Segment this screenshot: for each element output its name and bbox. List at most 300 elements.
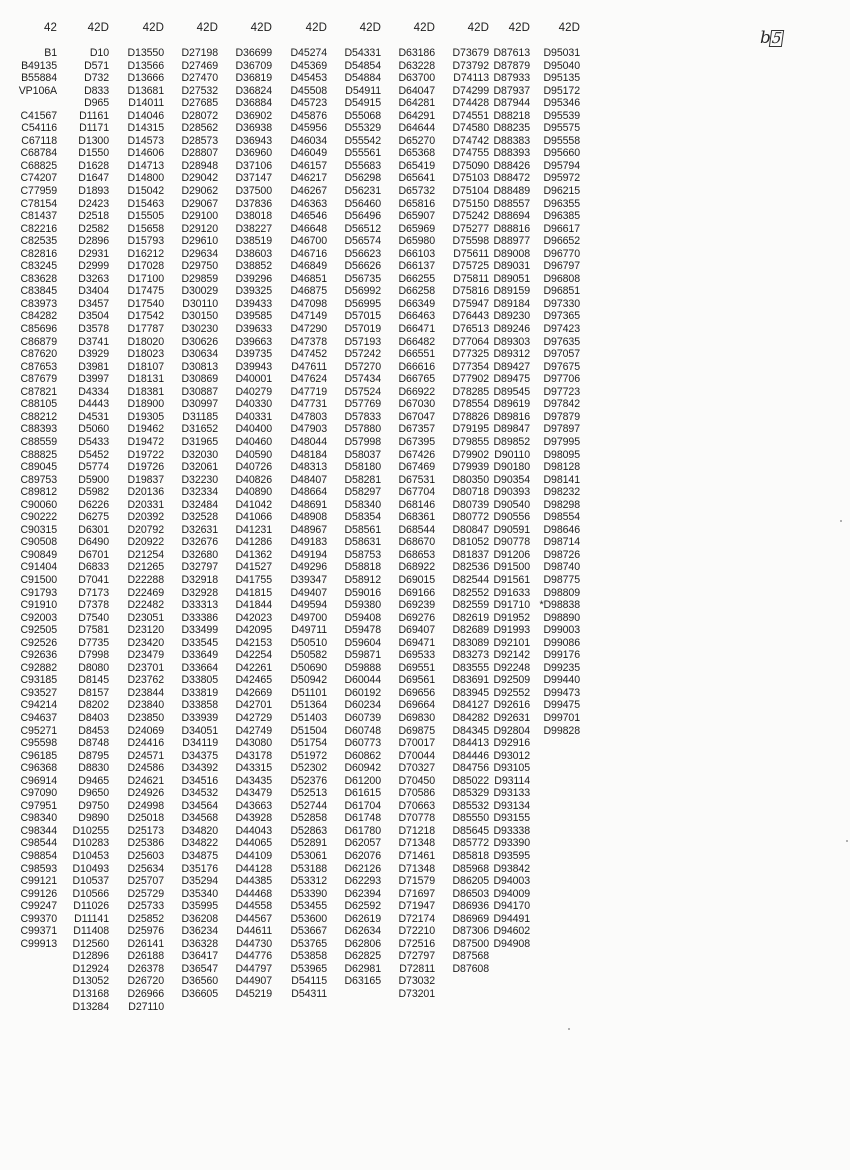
code-entry: D13681 — [127, 84, 164, 97]
code-entry: D75150 — [452, 197, 489, 210]
code-entry: C77959 — [20, 185, 57, 198]
code-entry: D15505 — [127, 210, 164, 223]
code-entry: D44730 — [235, 937, 272, 950]
code-entry: D48967 — [290, 523, 327, 536]
code-entry: D65907 — [398, 210, 435, 223]
code-entry: C99370 — [20, 912, 57, 925]
code-entry: D2518 — [78, 210, 109, 223]
code-entry: D36902 — [235, 109, 272, 122]
code-entry: D22288 — [127, 573, 164, 586]
code-entry: D32676 — [181, 536, 218, 549]
code-entry: D85550 — [452, 812, 489, 825]
code-entry: C86879 — [20, 335, 57, 348]
code-entry: D62126 — [344, 862, 381, 875]
code-entry: D51972 — [290, 749, 327, 762]
code-entry: D8748 — [78, 737, 109, 750]
code-entry: D99003 — [543, 624, 580, 637]
column-header: 42D — [413, 22, 435, 34]
code-entry: D98232 — [543, 486, 580, 499]
code-entry: D42729 — [235, 711, 272, 724]
code-entry: D96652 — [543, 235, 580, 248]
code-entry: D83089 — [452, 636, 489, 649]
code-entry: D25729 — [127, 887, 164, 900]
code-entry: D74428 — [452, 97, 489, 110]
code-entry: D18020 — [127, 335, 164, 348]
code-entry: D5774 — [78, 461, 109, 474]
code-entry: D58631 — [344, 536, 381, 549]
code-entry: C91793 — [20, 586, 57, 599]
code-entry: D47378 — [290, 335, 327, 348]
code-entry: D88489 — [493, 185, 530, 198]
code-entry: D36417 — [181, 950, 218, 963]
code-entry: D79902 — [452, 448, 489, 461]
code-column — [158, 21, 218, 1001]
code-entry: D71348 — [398, 837, 435, 850]
code-entry: D2896 — [78, 235, 109, 248]
code-entry: D6226 — [78, 498, 109, 511]
code-entry: D45876 — [290, 109, 327, 122]
code-entry: D34822 — [181, 837, 218, 850]
code-entry: D98714 — [543, 536, 580, 549]
code-entry: D3263 — [78, 272, 109, 285]
code-entry: D85329 — [452, 787, 489, 800]
code-entry: C90315 — [20, 523, 57, 536]
code-entry: D43479 — [235, 787, 272, 800]
code-entry: D19472 — [127, 435, 164, 448]
code-entry: D18107 — [127, 360, 164, 373]
code-entry: D54884 — [344, 72, 381, 85]
code-entry: D98128 — [543, 461, 580, 474]
code-entry: C92882 — [20, 661, 57, 674]
code-column — [212, 21, 272, 1001]
code-entry: D15042 — [127, 185, 164, 198]
code-entry: D67395 — [398, 435, 435, 448]
code-entry: D92101 — [493, 636, 530, 649]
code-entry: D90110 — [494, 448, 530, 461]
code-entry: D99828 — [543, 724, 580, 737]
code-entry: D97423 — [543, 323, 580, 336]
code-entry: D95660 — [543, 147, 580, 160]
code-entry: *D98838 — [539, 599, 580, 612]
code-entry: D67531 — [398, 473, 435, 486]
code-entry: D56735 — [344, 272, 381, 285]
code-entry: D67469 — [398, 461, 435, 474]
code-entry: D13284 — [72, 1000, 109, 1013]
code-entry: D61748 — [344, 812, 381, 825]
code-entry: D96797 — [543, 260, 580, 273]
code-entry: D44128 — [235, 862, 272, 875]
code-entry: D38852 — [235, 260, 272, 273]
code-entry: D8202 — [78, 699, 109, 712]
code-entry: C87620 — [20, 348, 57, 361]
code-entry: D39296 — [235, 272, 272, 285]
code-entry: D35340 — [181, 887, 218, 900]
code-entry: D86205 — [452, 875, 489, 888]
code-entry: D27469 — [181, 59, 218, 72]
code-entry: D91952 — [493, 611, 530, 624]
code-column — [104, 21, 164, 1013]
code-entry: D54115 — [291, 975, 327, 988]
code-entry: D47290 — [290, 323, 327, 336]
code-entry: C91404 — [20, 561, 57, 574]
code-entry: D27685 — [181, 97, 218, 110]
code-entry: D83945 — [452, 686, 489, 699]
code-entry: D29120 — [181, 222, 218, 235]
code-entry: D33499 — [181, 624, 218, 637]
code-entry: D29634 — [181, 247, 218, 260]
code-entry: D71697 — [398, 887, 435, 900]
code-entry: D49700 — [290, 611, 327, 624]
code-entry: D94491 — [493, 912, 530, 925]
code-entry: D1550 — [78, 147, 109, 160]
code-entry: D41527 — [235, 561, 272, 574]
code-entry: D19462 — [127, 423, 164, 436]
code-entry: D93338 — [493, 824, 530, 837]
code-entry: D22482 — [127, 599, 164, 612]
code-entry: D60739 — [344, 711, 381, 724]
code-entry: D54311 — [291, 988, 327, 1001]
code-entry: D57880 — [344, 423, 381, 436]
code-entry: D62806 — [344, 937, 381, 950]
code-entry: C94637 — [20, 711, 57, 724]
code-entry: D45956 — [290, 122, 327, 135]
code-entry: D35176 — [181, 862, 218, 875]
code-entry: D75242 — [452, 210, 489, 223]
code-entry: D30029 — [181, 285, 218, 298]
code-entry: D11141 — [74, 912, 109, 925]
code-entry: D23762 — [127, 674, 164, 687]
code-entry: D3504 — [78, 310, 109, 323]
code-entry: D42701 — [235, 699, 272, 712]
code-entry: D23844 — [127, 686, 164, 699]
code-entry: C98593 — [20, 862, 57, 875]
code-entry: D41231 — [235, 523, 272, 536]
code-entry: D87937 — [493, 84, 530, 97]
code-entry: D7581 — [78, 624, 109, 637]
code-entry: C92636 — [20, 649, 57, 662]
code-entry: D66463 — [398, 310, 435, 323]
code-entry: D10566 — [72, 887, 109, 900]
code-entry: D89312 — [493, 348, 530, 361]
code-entry: D74755 — [452, 147, 489, 160]
code-entry: D40279 — [235, 385, 272, 398]
code-entry: D27470 — [181, 72, 218, 85]
code-entry: D93133 — [493, 787, 530, 800]
code-entry: D57015 — [344, 310, 381, 323]
code-entry: D42023 — [235, 611, 272, 624]
code-entry: D96617 — [543, 222, 580, 235]
code-entry: D57434 — [344, 373, 381, 386]
code-entry: D94908 — [493, 937, 530, 950]
code-entry: D46648 — [290, 222, 327, 235]
code-entry: D58912 — [344, 573, 381, 586]
code-entry: D59016 — [344, 586, 381, 599]
code-entry: D34564 — [181, 799, 218, 812]
code-entry: C68825 — [20, 159, 57, 172]
code-entry: D34375 — [181, 749, 218, 762]
code-entry: D58180 — [344, 461, 381, 474]
code-entry: D44065 — [235, 837, 272, 850]
code-entry: D32797 — [181, 561, 218, 574]
code-entry: D7540 — [78, 611, 109, 624]
code-entry: D29100 — [181, 210, 218, 223]
code-entry: D65270 — [398, 134, 435, 147]
code-entry: D38018 — [235, 210, 272, 223]
code-entry: D7998 — [78, 649, 109, 662]
code-entry: D6701 — [78, 548, 109, 561]
code-entry: D81052 — [452, 536, 489, 549]
code-entry: D47624 — [290, 373, 327, 386]
code-entry: C91500 — [20, 573, 57, 586]
code-entry: D53600 — [290, 912, 327, 925]
code-entry: D70044 — [398, 749, 435, 762]
code-entry: D32061 — [181, 461, 218, 474]
code-entry: D15793 — [127, 235, 164, 248]
code-entry: D73201 — [398, 988, 435, 1001]
code-entry: D97057 — [543, 348, 580, 361]
code-entry: C97951 — [20, 799, 57, 812]
code-entry: D46157 — [290, 159, 327, 172]
code-entry: D34516 — [181, 774, 218, 787]
code-entry: C99371 — [20, 925, 57, 938]
code-entry: D97842 — [543, 398, 580, 411]
code-entry: D50690 — [290, 661, 327, 674]
code-entry: D97995 — [543, 435, 580, 448]
code-entry: C96185 — [20, 749, 57, 762]
code-entry: D93105 — [493, 762, 530, 775]
code-entry: D45723 — [290, 97, 327, 110]
code-entry: D59380 — [344, 599, 381, 612]
code-entry: D29610 — [181, 235, 218, 248]
code-entry: D46546 — [290, 210, 327, 223]
code-entry: D49296 — [290, 561, 327, 574]
code-entry: D95972 — [543, 172, 580, 185]
code-entry: D46217 — [290, 172, 327, 185]
code-entry: D88383 — [493, 134, 530, 147]
code-entry: D14606 — [127, 147, 164, 160]
code-entry: D23840 — [127, 699, 164, 712]
code-entry: D64281 — [398, 97, 435, 110]
code-entry: D39663 — [235, 335, 272, 348]
code-entry: D27532 — [181, 84, 218, 97]
code-entry: D34392 — [181, 762, 218, 775]
code-entry: D14713 — [127, 159, 164, 172]
code-entry: D71218 — [398, 824, 435, 837]
code-entry: C84282 — [20, 310, 57, 323]
code-entry: D17787 — [127, 323, 164, 336]
code-entry: D79855 — [452, 435, 489, 448]
code-entry: D30887 — [181, 385, 218, 398]
code-entry: D41066 — [235, 511, 272, 524]
code-entry: C99247 — [20, 900, 57, 913]
code-entry: D56623 — [344, 247, 381, 260]
code-entry: D9465 — [78, 774, 109, 787]
code-entry: D42254 — [235, 649, 272, 662]
column-header: 42D — [250, 22, 272, 34]
code-entry: D41755 — [235, 573, 272, 586]
code-entry: D24571 — [127, 749, 164, 762]
code-entry: D8080 — [78, 661, 109, 674]
code-entry: D98890 — [543, 611, 580, 624]
code-entry: D80350 — [452, 473, 489, 486]
code-entry: D93012 — [493, 749, 530, 762]
code-entry: D52376 — [290, 774, 327, 787]
code-entry: D98141 — [543, 473, 580, 486]
code-entry: C88212 — [20, 410, 57, 423]
code-entry: D59478 — [344, 624, 381, 637]
code-entry: D65816 — [398, 197, 435, 210]
code-entry: D1161 — [79, 109, 109, 122]
code-entry: D6833 — [78, 561, 109, 574]
code-entry: D95794 — [543, 159, 580, 172]
code-entry: D25733 — [127, 900, 164, 913]
code-entry: D46849 — [290, 260, 327, 273]
code-entry: D8145 — [78, 674, 109, 687]
code-entry: C97090 — [20, 787, 57, 800]
code-entry: D30634 — [181, 348, 218, 361]
code-entry: D90556 — [493, 511, 530, 524]
code-entry: C85696 — [20, 323, 57, 336]
code-entry: D36819 — [235, 72, 272, 85]
code-entry: D88977 — [493, 235, 530, 248]
code-entry: D58037 — [344, 448, 381, 461]
code-entry: D66471 — [398, 323, 435, 336]
code-entry: C87821 — [20, 385, 57, 398]
code-entry: D40331 — [235, 410, 272, 423]
code-entry: D65419 — [398, 159, 435, 172]
code-entry: D71348 — [398, 862, 435, 875]
code-entry: D965 — [84, 97, 109, 110]
code-entry: C93185 — [20, 674, 57, 687]
code-entry: D82536 — [452, 561, 489, 574]
code-entry: D35294 — [181, 875, 218, 888]
code-entry: D61704 — [344, 799, 381, 812]
code-entry: D38227 — [235, 222, 272, 235]
code-entry: D14315 — [127, 122, 164, 135]
code-entry: D59888 — [344, 661, 381, 674]
code-entry: D72797 — [398, 950, 435, 963]
code-entry: C83845 — [20, 285, 57, 298]
code-entry: D84413 — [452, 737, 489, 750]
code-entry: D60234 — [344, 699, 381, 712]
code-entry: D50942 — [290, 674, 327, 687]
code-entry: D73679 — [452, 47, 489, 59]
code-entry: D75725 — [452, 260, 489, 273]
code-entry: D25603 — [127, 850, 164, 862]
code-entry: D36208 — [181, 912, 218, 925]
code-entry: D33664 — [181, 661, 218, 674]
code-entry: D69471 — [398, 636, 435, 649]
code-entry: C54116 — [21, 122, 57, 135]
column-header: 42D — [142, 22, 164, 34]
code-entry: D46034 — [290, 134, 327, 147]
code-entry: D62057 — [344, 837, 381, 850]
code-entry: D96385 — [543, 210, 580, 223]
code-entry: D28562 — [181, 122, 218, 135]
code-entry: D48184 — [290, 448, 327, 461]
code-entry: D96851 — [543, 285, 580, 298]
code-entry: D76513 — [452, 323, 489, 336]
code-entry: D88235 — [493, 122, 530, 135]
code-entry: D70327 — [398, 762, 435, 775]
code-entry: D57270 — [344, 360, 381, 373]
column-header: 42D — [508, 22, 530, 34]
code-entry: D97635 — [543, 335, 580, 348]
code-entry: D45453 — [290, 72, 327, 85]
code-entry: D69664 — [398, 699, 435, 712]
code-entry: D14046 — [127, 109, 164, 122]
code-entry: D78826 — [452, 410, 489, 423]
code-entry: D23701 — [127, 661, 164, 674]
code-entry: D43663 — [235, 799, 272, 812]
scan-speck — [846, 840, 848, 842]
code-entry: D70778 — [398, 812, 435, 825]
code-column — [267, 21, 327, 1001]
code-entry: D6275 — [78, 511, 109, 524]
code-entry: D58281 — [344, 473, 381, 486]
code-entry: D62634 — [344, 925, 381, 938]
code-entry: D50582 — [290, 649, 327, 662]
code-entry: D69166 — [398, 586, 435, 599]
code-entry: D31965 — [181, 435, 218, 448]
code-entry: D15658 — [127, 222, 164, 235]
code-entry: D17475 — [127, 285, 164, 298]
code-entry: D10453 — [72, 850, 109, 862]
code-entry: D58340 — [344, 498, 381, 511]
code-entry: D28072 — [181, 109, 218, 122]
code-entry: D48664 — [290, 486, 327, 499]
code-entry: D69015 — [398, 573, 435, 586]
code-entry: D74299 — [452, 84, 489, 97]
code-entry: D27110 — [128, 1000, 164, 1013]
code-entry: D30869 — [181, 373, 218, 386]
code-entry: D8157 — [78, 686, 109, 699]
code-entry: D46049 — [290, 147, 327, 160]
code-entry: D13666 — [127, 72, 164, 85]
code-entry: D96770 — [543, 247, 580, 260]
code-entry: D25386 — [127, 837, 164, 850]
code-entry: D60773 — [344, 737, 381, 750]
code-entry: D5433 — [78, 435, 109, 448]
code-entry: D67047 — [398, 410, 435, 423]
code-entry: D37500 — [235, 185, 272, 198]
code-entry: D84282 — [452, 711, 489, 724]
code-entry: D43928 — [235, 812, 272, 825]
code-entry: D87879 — [493, 59, 530, 72]
code-entry: D91710 — [493, 599, 530, 612]
code-entry: D24586 — [127, 762, 164, 775]
code-entry: D82689 — [452, 624, 489, 637]
code-entry: D65641 — [398, 172, 435, 185]
code-entry: D97879 — [543, 410, 580, 423]
code-entry: D68922 — [398, 561, 435, 574]
code-entry: D68670 — [398, 536, 435, 549]
code-entry: D66616 — [398, 360, 435, 373]
code-entry: D15463 — [127, 197, 164, 210]
code-entry: D29750 — [181, 260, 218, 273]
code-entry: D79939 — [452, 461, 489, 474]
code-entry: D24926 — [127, 787, 164, 800]
code-entry: D17542 — [127, 310, 164, 323]
code-entry: D42153 — [235, 636, 272, 649]
code-entry: D86503 — [452, 887, 489, 900]
code-entry: D94009 — [493, 887, 530, 900]
code-entry: C98854 — [20, 850, 57, 862]
code-entry: D13566 — [127, 59, 164, 72]
code-entry: D3981 — [78, 360, 109, 373]
code-entry: D62394 — [344, 887, 381, 900]
code-entry: D61200 — [344, 774, 381, 787]
